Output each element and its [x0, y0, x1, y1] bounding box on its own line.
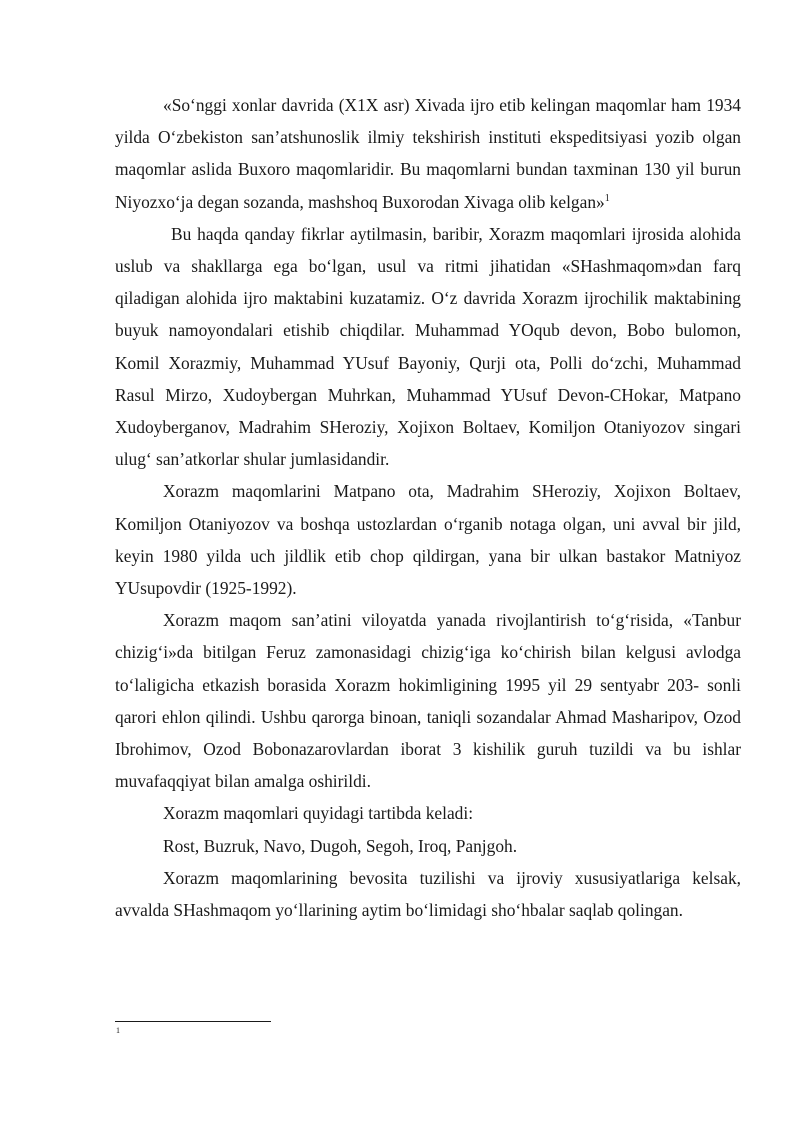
paragraph-notation: Xorazm maqomlarini Matpano ota, Madrahim SHeroziy, Xojixon Boltaev, Komiljon Otaniyozov va boshqa ustozlardan o‘rganib notaga olgan, uni avval bir jild, keyin 1980 yilda uch jildlik etib chop qildirgan, yana bir ulkan bastakor Matniyoz YUsupovdir (1925-1992). — [115, 481, 741, 599]
paragraph-structure: Xorazm maqomlarining bevosita tuzilishi va ijroviy xususiyatlariga kelsak, avvalda SHashmaqom yo‘llarining aytim bo‘limidagi sho‘hbalar saqlab qolingan. — [115, 867, 741, 921]
paragraph-performers: Bu haqda qanday fikrlar aytilmasin, baribir, Xorazm maqomlari ijrosida alohida uslub va shakllarga ega bo‘lgan, usul va ritmi jihatidan «SHashmaqom»dan farq qiladigan alohida ijro maktabini kuzatamiz. O‘z davrida Xorazm ijrochilik maktabining buyuk namoyondalari etishib chiqdilar. Muhammad YOqub devon, Bobo bulomon, Komil Xorazmiy, Muhammad YUsuf Bayoniy, Qurji ota, Polli do‘zchi, Muhammad Rasul Mirzo, Xudoybergan Muhrkan, Muhammad YUsuf Devon-CHokar, Matpano Xudoyberganov, Madrahim SHeroziy, Xojixon Boltaev, Komiljon Otaniyozov singari ulug‘ san’atkorlar shular jumlasidandir. — [115, 223, 741, 470]
paragraph-quote-text: «So‘nggi xonlar davrida (X1X asr) Xivada ijro etib kelingan maqomlar ham 1934 yilda O‘zbekiston san’atshunoslik ilmiy tekshirish instituti ekspeditsiyasi yozib olgan maqomlar aslida Buxoro maqomlaridir. Bu maqomlarni bundan taxminan 130 yil burun Niyozxo‘ja degan sozanda, mashshoq Buxorodan Xivaga olib kelgan» — [115, 95, 741, 212]
footnote-divider — [115, 1021, 271, 1022]
body-text — [115, 89, 741, 926]
footnote-number: 1 — [116, 1026, 120, 1035]
footnote-reference: 1 — [604, 192, 610, 204]
paragraph-maqom-list: Rost, Buzruk, Navo, Dugoh, Segoh, Iroq, Panjgoh. — [163, 835, 518, 856]
paragraph-decree: Xorazm maqom san’atini viloyatda yanada rivojlantirish to‘g‘risida, «Tanbur chizig‘i»da bitilgan Feruz zamonasidagi chizig‘iga ko‘chirish bilan kelgusi avlodga to‘laligicha etkazish borasida Xorazm hokimligining 1995 yil 29 sentyabr 203- sonli qarori ehlon qilindi. Ushbu qarorga binoan, taniqli sozandalar Ahmad Masharipov, Ozod Ibrohimov, Ozod Bobonazarovlardan iborat 3 kishilik guruh tuzildi va bu ishlar muvafaqqiyat bilan amalga oshirildi. — [115, 610, 741, 792]
paragraph-quote — [115, 89, 741, 218]
paragraph-order-intro: Xorazm maqomlari quyidagi tartibda keladi: — [163, 803, 474, 824]
